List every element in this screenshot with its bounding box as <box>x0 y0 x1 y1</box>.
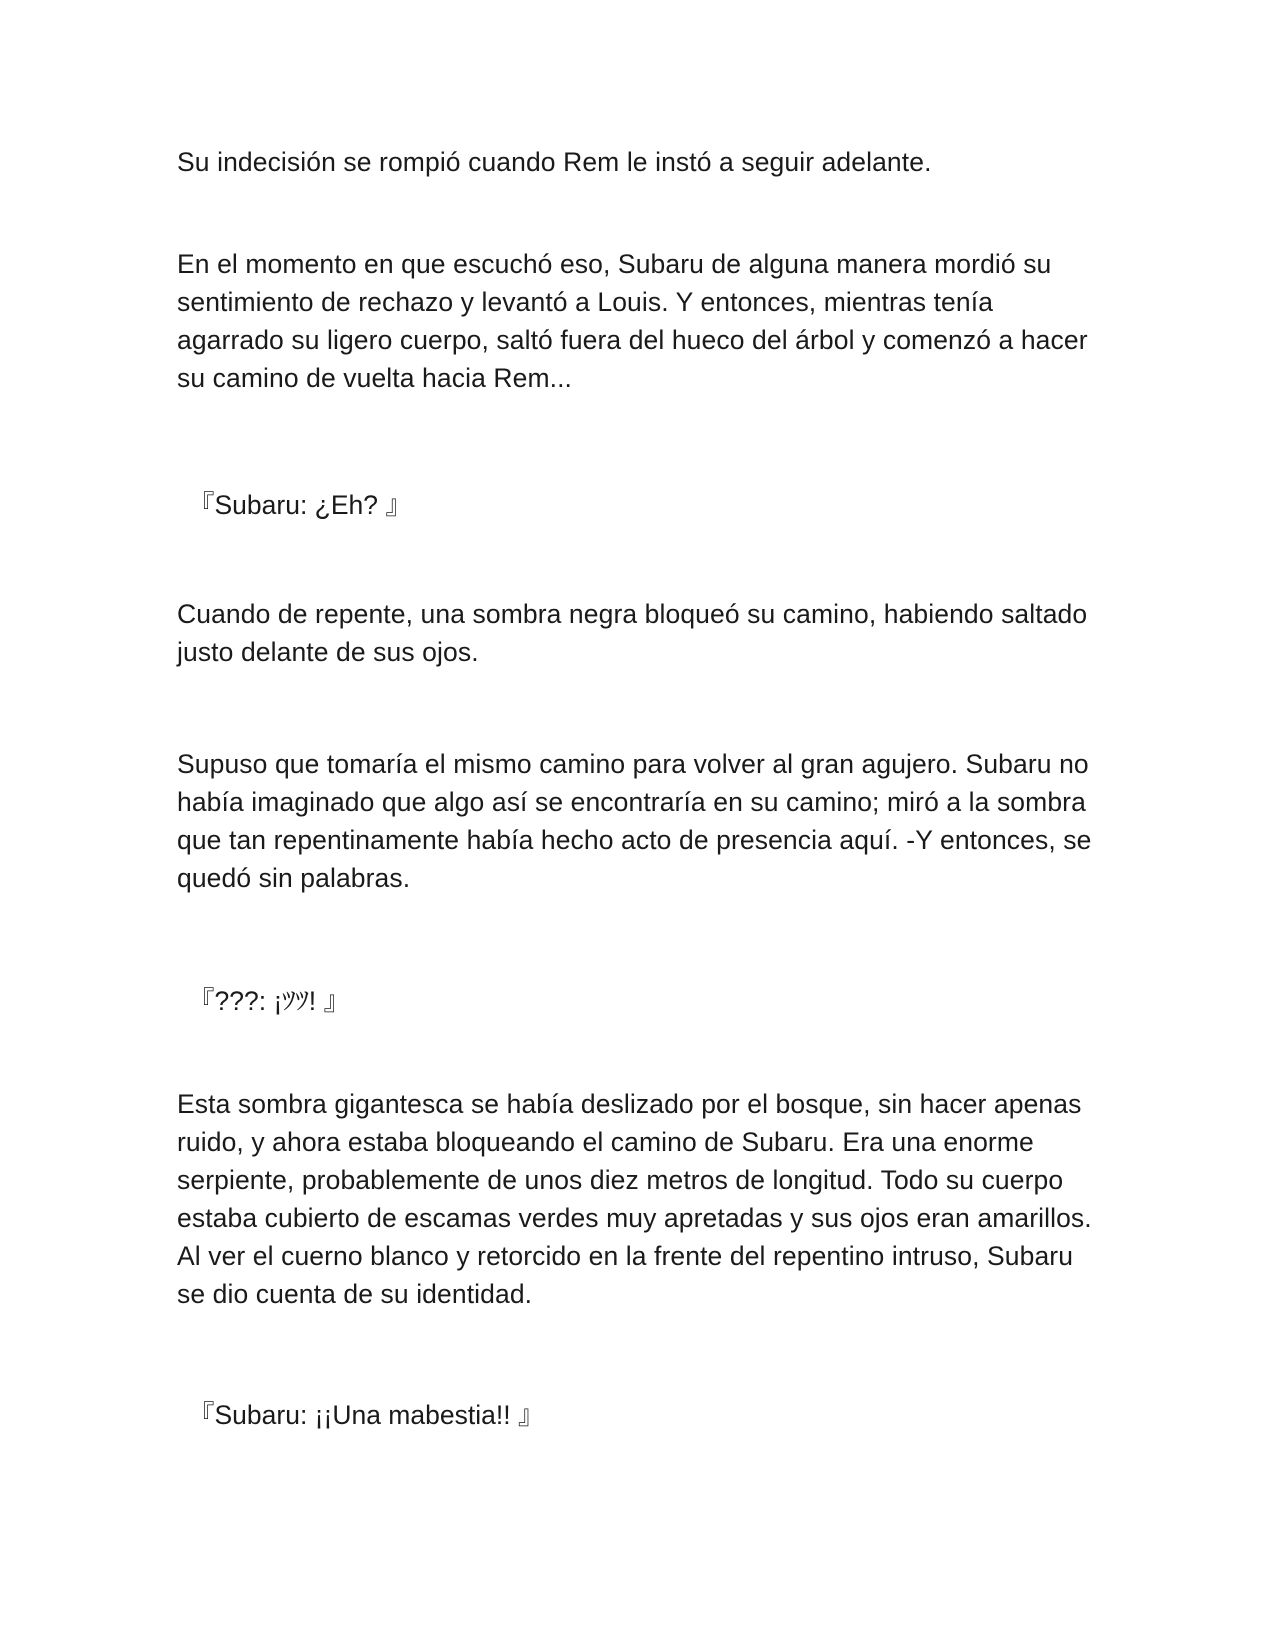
paragraph-indecision: Su indecisión se rompió cuando Rem le instó a seguir adelante. <box>177 147 932 177</box>
paragraph-black-shadow: Cuando de repente, una sombra negra bloqueó su camino, habiendo saltado justo delante de sus ojos. <box>177 599 1088 667</box>
paragraph-louis: En el momento en que escuchó eso, Subaru de alguna manera mordió su sentimiento de rechazo y levantó a Louis. Y entonces, mientras tenía agarrado su ligero cuerpo, saltó fuera del hueco del árbol y comenzó a hacer su camino de vuelta hacia Rem... <box>177 249 1088 393</box>
dialogue-unknown: 『???: ¡ﾂﾂ! 』 <box>188 986 350 1016</box>
dialogue-subaru-mabestia: 『Subaru: ¡¡Una mabestia!! 』 <box>188 1400 545 1430</box>
dialogue-subaru-eh: 『Subaru: ¿Eh? 』 <box>188 490 412 520</box>
paragraph-serpent: Esta sombra gigantesca se había deslizado por el bosque, sin hacer apenas ruido, y ahora estaba bloqueando el camino de Subaru. Era una enorme serpiente, probablemente de unos diez metros de longitud. Todo su cuerpo estaba cubierto de escamas verdes muy apretadas y sus ojos eran amarillos. Al ver el cuerno blanco y retorcido en la frente del repentino intruso, Subaru se dio cuenta de su identidad. <box>177 1089 1092 1309</box>
paragraph-speechless: Supuso que tomaría el mismo camino para volver al gran agujero. Subaru no había imaginado que algo así se encontraría en su camino; miró a la sombra que tan repentinamente había hecho acto de presencia aquí. -Y entonces, se quedó sin palabras. <box>177 749 1092 893</box>
